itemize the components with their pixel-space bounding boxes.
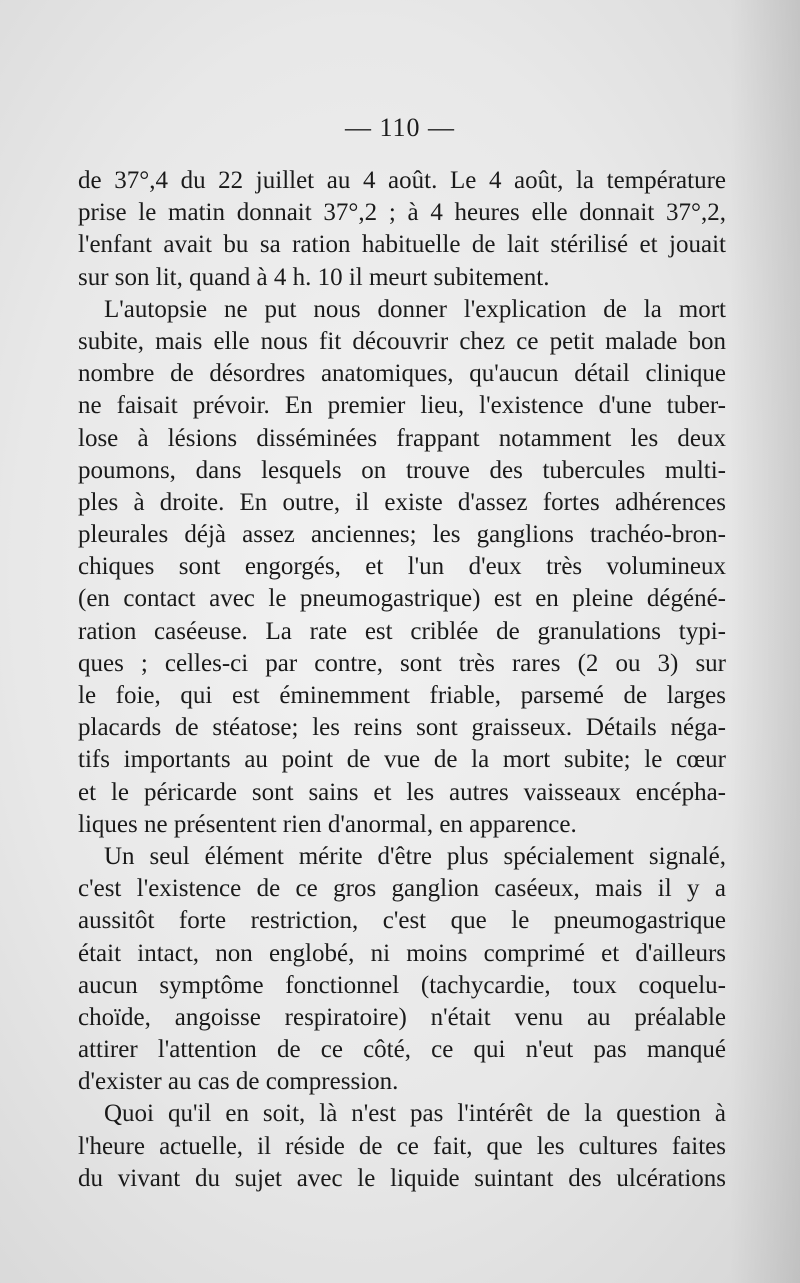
text-line: du vivant du sujet avec le liquide suintant des ulcérations	[78, 1164, 726, 1192]
text-line: pleurales déjà assez anciennes; les ganglions trachéo-bron-	[78, 521, 726, 549]
text-line: ration caséeuse. La rate est criblée de granulations typi-	[78, 617, 726, 645]
text-line: ne faisait prévoir. En premier lieu, l'existence d'une tuber-	[78, 392, 726, 420]
text-line: l'heure actuelle, il réside de ce fait, que les cultures faites	[78, 1132, 726, 1160]
text-line: le foie, qui est éminemment friable, parsemé de larges	[78, 682, 726, 709]
text-line: subite, mais elle nous fit découvrir chez ce petit malade bon	[78, 327, 726, 355]
text-line: nombre de désordres anatomiques, qu'aucun détail clinique	[78, 360, 726, 388]
text-line: chiques sont engorgés, et l'un d'eux très volumineux	[78, 553, 726, 581]
text-line: sur son lit, quand à 4 h. 10 il meurt subitement.	[78, 263, 550, 291]
text-line: d'exister au cas de compression.	[78, 1068, 399, 1096]
body-text	[78, 165, 726, 1195]
text-line: L'autopsie ne put nous donner l'explication de la mort	[104, 295, 726, 323]
text-line: prise le matin donnait 37°,2 ; à 4 heures elle donnait 37°,2,	[78, 199, 726, 227]
text-line: tifs importants au point de vue de la mort subite; le cœur	[78, 746, 726, 774]
text-line: l'enfant avait bu sa ration habituelle de lait stérilisé et jouait	[78, 231, 726, 259]
text-line: liques ne présentent rien d'anormal, en apparence.	[78, 810, 577, 838]
text-line: ques ; celles-ci par contre, sont très rares (2 ou 3) sur	[78, 649, 726, 677]
text-line: choïde, angoisse respiratoire) n'était venu au préalable	[78, 1003, 726, 1031]
text-line: de 37°,4 du 22 juillet au 4 août. Le 4 août, la température	[78, 167, 726, 194]
text-line: aussitôt forte restriction, c'est que le pneumogastrique	[78, 907, 726, 935]
text-line: était intact, non englobé, ni moins comprimé et d'ailleurs	[78, 939, 726, 967]
page-number: — 110 —	[344, 113, 456, 142]
text-line: (en contact avec le pneumogastrique) est en pleine dégéné-	[78, 585, 726, 613]
text-line: c'est l'existence de ce gros ganglion caséeux, mais il y a	[78, 875, 726, 903]
text-line: Quoi qu'il en soit, là n'est pas l'intérêt de la question à	[104, 1100, 726, 1128]
text-line: ples à droite. En outre, il existe d'assez fortes adhérences	[78, 488, 726, 516]
text-line: Un seul élément mérite d'être plus spécialement signalé,	[104, 842, 726, 870]
text-line: et le péricarde sont sains et les autres vaisseaux encépha-	[78, 778, 726, 806]
text-line: placards de stéatose; les reins sont graisseux. Détails néga-	[78, 714, 726, 742]
text-line: aucun symptôme fonctionnel (tachycardie, toux coquelu-	[78, 971, 726, 999]
text-line: poumons, dans lesquels on trouve des tubercules multi-	[78, 456, 726, 484]
text-line: lose à lésions disséminées frappant notamment les deux	[78, 424, 726, 452]
text-line: attirer l'attention de ce côté, ce qui n'eut pas manqué	[78, 1036, 726, 1064]
